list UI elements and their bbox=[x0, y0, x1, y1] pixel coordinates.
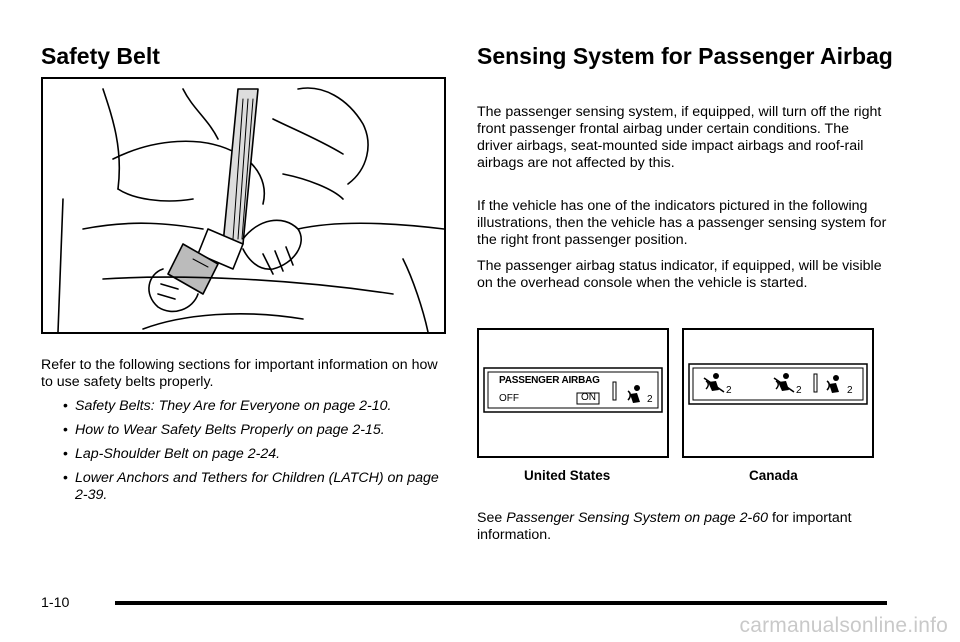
reference-item[interactable]: • Lap-Shoulder Belt on page 2-24. bbox=[41, 446, 451, 463]
reference-list bbox=[41, 398, 451, 511]
watermark: carmanualsonline.info bbox=[739, 614, 948, 637]
passenger-airbag-icon bbox=[824, 374, 846, 396]
see-suffix: for important information. bbox=[477, 510, 852, 543]
caption-canada: Canada bbox=[749, 468, 798, 483]
see-prefix: See bbox=[477, 510, 507, 526]
canada-sub-2: 2 bbox=[796, 385, 802, 396]
page-number: 1-10 bbox=[41, 595, 70, 611]
see-link[interactable]: Passenger Sensing System on page 2-60 bbox=[506, 510, 769, 526]
sensing-para-2: If the vehicle has one of the indicators pictured in the following illustrations, then the vehicle has a passenger sensing system for the right front passenger position. bbox=[477, 198, 887, 248]
caption-united-states: United States bbox=[524, 468, 611, 483]
canada-sub-1: 2 bbox=[726, 385, 732, 396]
reference-item[interactable]: • Lower Anchors and Tethers for Children (LATCH) on page 2-39. bbox=[41, 470, 451, 504]
us-off-label: OFF bbox=[499, 393, 519, 404]
reference-item[interactable]: • How to Wear Safety Belts Properly on page 2-15. bbox=[41, 422, 451, 439]
indicator-panel-us bbox=[477, 328, 669, 458]
airbag-off-icon bbox=[702, 372, 726, 394]
indicator-panel-canada bbox=[682, 328, 874, 458]
sensing-para-3: The passenger airbag status indicator, if equipped, will be visible on the overhead console when the vehicle is started. bbox=[477, 258, 882, 291]
sensing-see-reference bbox=[477, 510, 887, 544]
canada-sub-3: 2 bbox=[847, 385, 853, 396]
us-on-label: ON bbox=[581, 392, 596, 403]
section-title-sensing-system: Sensing System for Passenger Airbag bbox=[477, 43, 893, 69]
sensing-para-1: The passenger sensing system, if equipped, will turn off the right front passenger frontal airbag under certain conditions. The driver airbags, seat-mounted side impact airbags and roof-rail airbags are not affected by this. bbox=[477, 104, 882, 171]
safety-belt-intro: Refer to the following sections for important information on how to use safety belts properly. bbox=[41, 357, 438, 390]
footer-rule bbox=[115, 601, 887, 605]
us-sub-number: 2 bbox=[647, 394, 653, 405]
reference-item[interactable]: • Safety Belts: They Are for Everyone on page 2-10. bbox=[41, 398, 451, 415]
section-title-safety-belt: Safety Belt bbox=[41, 43, 160, 69]
safety-belt-illustration bbox=[41, 77, 446, 334]
passenger-airbag-icon bbox=[625, 384, 647, 406]
airbag-off-icon bbox=[772, 372, 796, 394]
us-label: PASSENGER AIRBAG bbox=[499, 375, 600, 386]
